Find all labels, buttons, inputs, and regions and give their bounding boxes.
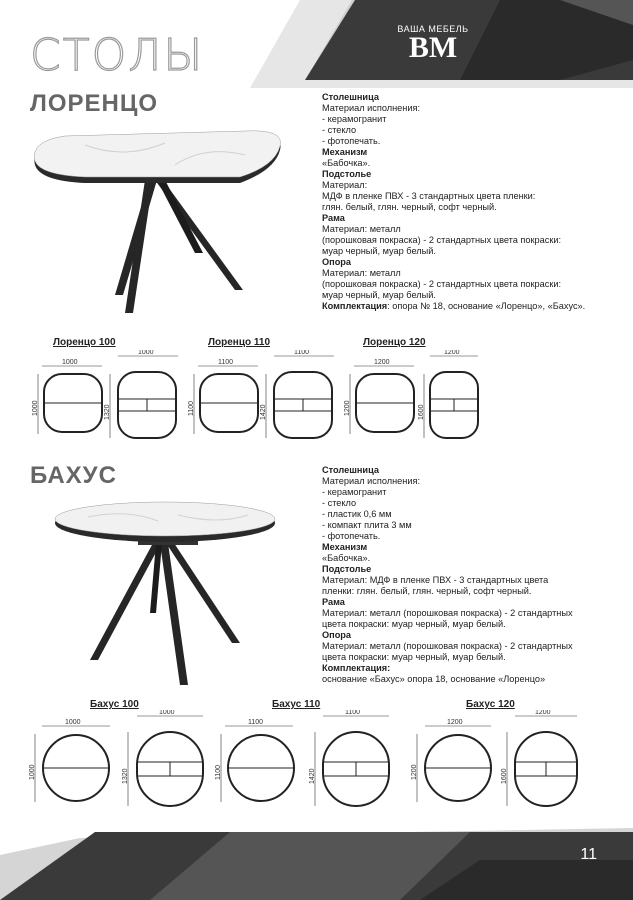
spec-line: цвета покраски: муар черный, муар белый. xyxy=(322,652,506,662)
dim-length-extended: 1600 xyxy=(418,404,425,420)
bacchus-dimension-diagrams xyxy=(25,710,585,810)
spec-line: - керамогранит xyxy=(322,487,387,497)
brand-subtitle: ВАША МЕБЕЛЬ xyxy=(397,24,469,34)
dim-width-extended: 1200 xyxy=(444,350,460,356)
spec-heading-mechanism: Механизм xyxy=(322,147,368,157)
dim-length-extended: 1600 xyxy=(501,768,508,784)
dim-length-extended: 1320 xyxy=(122,768,129,784)
spec-line: МДФ в пленке ПВХ - 3 стандартных цвета пленки: xyxy=(322,191,536,201)
spec-line: - компакт плита 3 мм xyxy=(322,520,412,530)
page-title: СТОЛЫ xyxy=(30,30,205,81)
dim-width-extended: 1100 xyxy=(345,710,361,716)
spec-heading-leg: Опора xyxy=(322,630,352,640)
spec-heading-leg: Опора xyxy=(322,257,352,267)
lorenzo-100-diagram xyxy=(32,350,178,438)
dim-height: 1000 xyxy=(32,400,39,416)
spec-line: (порошковая покраска) - 2 стандартных цвета покраски: xyxy=(322,235,562,245)
dim-width: 1000 xyxy=(65,719,81,726)
spec-heading-frame: Рама xyxy=(322,213,345,223)
spec-kit-label: Комплектация xyxy=(322,301,388,311)
spec-heading-base: Подстолье xyxy=(322,169,372,179)
spec-line: Материал: металл xyxy=(322,268,401,278)
spec-line: - фотопечать. xyxy=(322,531,381,541)
dim-width: 1100 xyxy=(218,359,234,366)
spec-line: Материал: xyxy=(322,180,368,190)
dim-width: 1100 xyxy=(248,719,264,726)
bacchus-model-120-label: Бахус 120 xyxy=(466,699,515,710)
spec-line: Материал: металл (порошковая покраска) - 2 стандартных xyxy=(322,608,573,618)
lorenzo-title: ЛОРЕНЦО xyxy=(30,90,159,117)
dim-width-extended: 1200 xyxy=(535,710,551,716)
spec-line: - стекло xyxy=(322,125,357,135)
bacchus-table-image xyxy=(48,495,283,690)
spec-heading-kit: Комплектация: xyxy=(322,663,391,673)
lorenzo-120-diagram xyxy=(344,350,478,438)
bacchus-title: БАХУС xyxy=(30,462,117,489)
dim-width: 1200 xyxy=(447,719,463,726)
spec-heading-top: Столешница xyxy=(322,465,379,475)
dim-height: 1200 xyxy=(344,400,351,416)
spec-line: глян. белый, глян. черный, софт черный. xyxy=(322,202,497,212)
spec-line: цвета покраски: муар черный, муар белый. xyxy=(322,619,506,629)
lorenzo-110-diagram xyxy=(188,350,334,438)
spec-line: - стекло xyxy=(322,498,357,508)
dim-length-extended: 1420 xyxy=(260,404,267,420)
spec-line: - фотопечать. xyxy=(322,136,381,146)
spec-heading-frame: Рама xyxy=(322,597,345,607)
spec-line: «Бабочка». xyxy=(322,158,371,168)
brand-logo xyxy=(392,24,474,62)
spec-heading-base: Подстолье xyxy=(322,564,372,574)
bacchus-model-100-label: Бахус 100 xyxy=(90,699,139,710)
page-number: 11 xyxy=(580,846,597,863)
dim-width-extended: 1000 xyxy=(159,710,175,716)
dim-length-extended: 1420 xyxy=(309,768,316,784)
spec-line: (порошковая покраска) - 2 стандартных цвета покраски: xyxy=(322,279,562,289)
spec-kit xyxy=(322,301,622,312)
dim-length-extended: 1320 xyxy=(104,404,111,420)
brand-monogram: BM xyxy=(408,31,458,64)
spec-line: - керамогранит xyxy=(322,114,387,124)
dim-height: 1200 xyxy=(411,764,418,780)
lorenzo-model-120-label: Лоренцо 120 xyxy=(363,337,426,348)
spec-line: Материал исполнения: xyxy=(322,103,421,113)
spec-kit-value: : опора № 18, основание «Лоренцо», «Бахус». xyxy=(387,301,586,311)
dim-height: 1100 xyxy=(188,400,195,416)
spec-heading-top: Столешница xyxy=(322,92,379,102)
bacchus-model-110-label: Бахус 110 xyxy=(272,699,321,710)
bacchus-120-diagram xyxy=(411,710,577,806)
spec-line: муар черный, муар белый. xyxy=(322,246,436,256)
dim-width: 1200 xyxy=(374,359,390,366)
dim-width: 1000 xyxy=(62,359,78,366)
lorenzo-dimension-diagrams xyxy=(30,350,480,442)
dim-width-extended: 1100 xyxy=(294,350,310,356)
dim-width-extended: 1000 xyxy=(138,350,154,356)
spec-line: основание «Бахус» опора 18, основание «Лоренцо» xyxy=(322,674,546,684)
spec-line: «Бабочка». xyxy=(322,553,371,563)
bacchus-100-diagram xyxy=(29,710,203,806)
spec-line: Материал: металл xyxy=(322,224,401,234)
dim-height: 1100 xyxy=(215,764,222,780)
bacchus-110-diagram xyxy=(215,710,389,806)
spec-line: пленки: глян. белый, глян. черный, софт черный. xyxy=(322,586,532,596)
lorenzo-model-110-label: Лоренцо 110 xyxy=(208,337,271,348)
spec-line: Материал: МДФ в пленке ПВХ - 3 стандартных цвета xyxy=(322,575,549,585)
spec-line: - пластик 0,6 мм xyxy=(322,509,392,519)
lorenzo-model-100-label: Лоренцо 100 xyxy=(53,337,116,348)
dim-height: 1000 xyxy=(29,764,36,780)
lorenzo-specification xyxy=(322,92,622,312)
spec-line: Материал: металл (порошковая покраска) - 2 стандартных xyxy=(322,641,573,651)
lorenzo-table-image xyxy=(25,125,290,320)
bacchus-specification xyxy=(322,465,622,685)
spec-line: муар черный, муар белый. xyxy=(322,290,436,300)
spec-line: Материал исполнения: xyxy=(322,476,421,486)
spec-heading-mechanism: Механизм xyxy=(322,542,368,552)
